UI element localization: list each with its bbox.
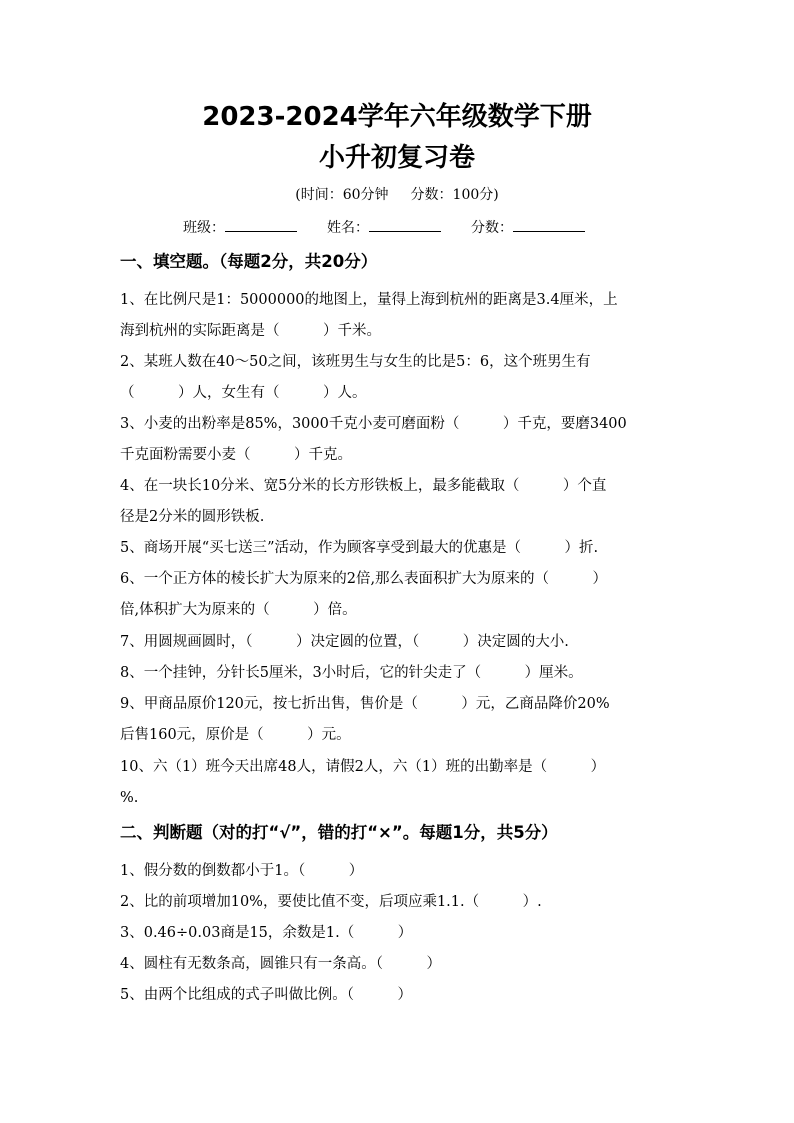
fill-in-line: 千克面粉需要小麦（ ）千克。 [120,447,352,463]
fill-in-line: 4、在一块长10分米、宽5分米的长方形铁板上，最多能截取（ ）个直 [120,478,607,494]
total-score: 分数：100分) [410,187,499,203]
fill-in-line: 6、一个正方体的棱长扩大为原来的2倍,那么表面积扩大为原来的（ ） [120,571,608,587]
fill-in-line: 10、六（1）班今天出席48人，请假2人，六（1）班的出勤率是（ ） [120,759,606,775]
fill-in-line: %. [120,790,139,806]
exam-subtitle: 小升初复习卷 [318,143,475,173]
true-false-line: 2、比的前项增加10%，要使比值不变，后项应乘1.1.（ ）. [120,894,542,910]
score-label: 分数： [471,220,513,236]
true-false-line: 1、假分数的倒数都小于1。（ ） [120,863,364,879]
section-fill-in-heading: 一、填空题。（每题2分，共20分） [120,252,378,271]
fill-in-line: 倍,体积扩大为原来的（ ）倍。 [120,602,357,618]
time-limit: (时间：60分钟 [295,187,389,203]
fill-in-line: 海到杭州的实际距离是（ ）千米。 [120,323,381,339]
exam-meta [0,185,794,205]
fill-in-line: 5、商场开展“买七送三”活动，作为顾客享受到最大的优惠是（ ）折. [120,540,599,556]
name-blank[interactable] [369,216,441,232]
exam-title: 2023-2024学年六年级数学下册 [202,102,592,132]
score-blank[interactable] [513,216,585,232]
fill-in-line: 3、小麦的出粉率是85%，3000千克小麦可磨面粉（ ）千克，要磨3400 [120,416,627,432]
class-blank[interactable] [225,216,297,232]
true-false-line: 3、0.46÷0.03商是15，余数是1.（ ） [120,925,413,941]
name-label: 姓名： [327,220,369,236]
fill-in-line: 1、在比例尺是1：5000000的地图上，量得上海到杭州的距离是3.4厘米，上 [120,292,618,308]
student-info-row [183,216,615,238]
true-false-line: 4、圆柱有无数条高，圆锥只有一条高。（ ） [120,956,441,972]
fill-in-line: 2、某班人数在40～50之间，该班男生与女生的比是5：6，这个班男生有 [120,354,591,370]
fill-in-line: 后售160元，原价是（ ）元。 [120,727,351,743]
fill-in-line: 9、甲商品原价120元，按七折出售，售价是（ ）元，乙商品降价20% [120,696,610,712]
fill-in-line: 径是2分米的圆形铁板. [120,509,265,525]
true-false-line: 5、由两个比组成的式子叫做比例。（ ） [120,987,412,1003]
class-label: 班级： [183,220,225,236]
section-true-false-heading: 二、判断题（对的打“√”，错的打“×”。每题1分，共5分） [120,823,558,842]
fill-in-line: 7、用圆规画圆时，（ ）决定圆的位置，（ ）决定圆的大小. [120,634,569,650]
fill-in-line: （ ）人，女生有（ ）人。 [120,385,367,401]
fill-in-line: 8、一个挂钟，分针长5厘米，3小时后，它的针尖走了（ ）厘米。 [120,665,583,681]
